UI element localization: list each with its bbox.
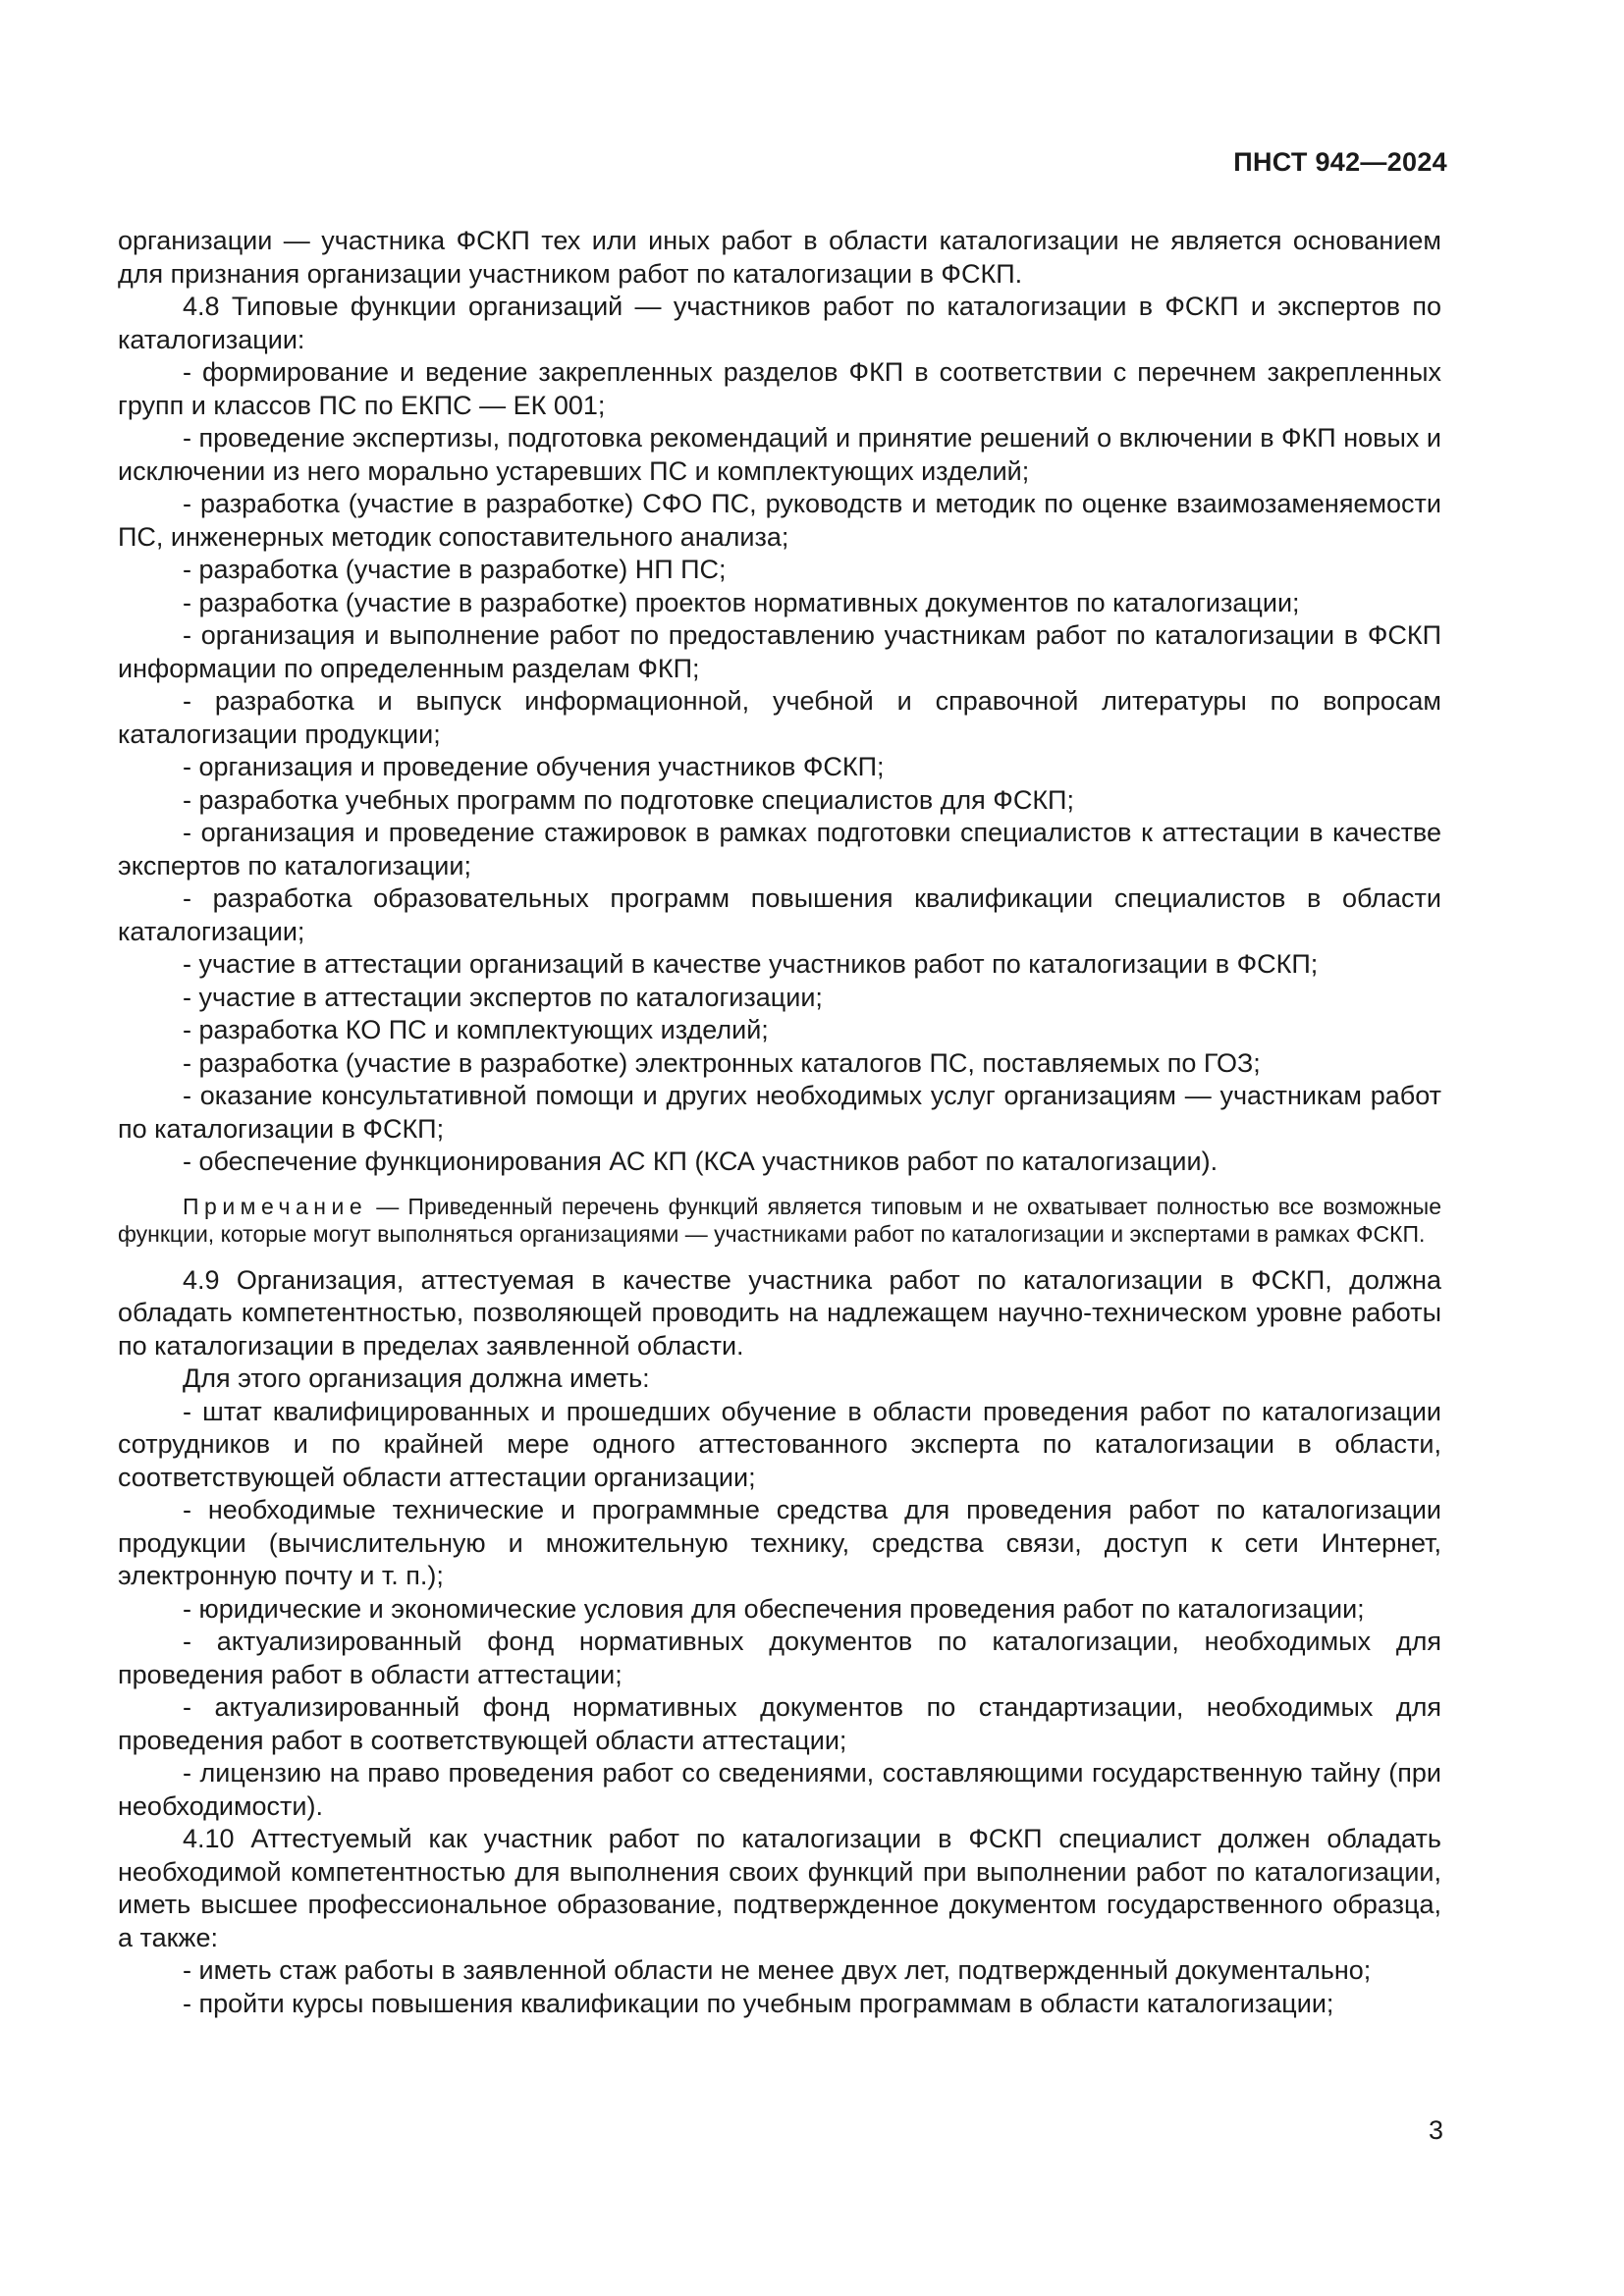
list-item: - разработка и выпуск информационной, учебной и справочной литературы по вопросам каталогизации продукции; bbox=[118, 686, 1441, 749]
list-item: - необходимые технические и программные средства для проведения работ по каталогизации продукции (вычислительную и множительную технику, средства связи, доступ к сети Интернет, электронную почту и т. п.); bbox=[118, 1495, 1441, 1590]
list-item: - формирование и ведение закрепленных разделов ФКП в соответствии с перечнем закрепленных групп и классов ПС по ЕКПС — ЕК 001; bbox=[118, 357, 1441, 420]
document-body bbox=[118, 225, 1441, 2020]
list-item: - организация и выполнение работ по предоставлению участникам работ по каталогизации в ФСКП информации по определенным разделам ФКП; bbox=[118, 620, 1441, 683]
list-item: - разработка (участие в разработке) электронных каталогов ПС, поставляемых по ГОЗ; bbox=[183, 1047, 1261, 1078]
list-item: - актуализированный фонд нормативных документов по стандартизации, необходимых для проведения работ в соответствующей области аттестации; bbox=[118, 1692, 1441, 1755]
list-item: - пройти курсы повышения квалификации по учебным программам в области каталогизации; bbox=[183, 1988, 1334, 2018]
document-number: ПНСТ 942—2024 bbox=[1233, 147, 1447, 177]
list-item: - юридические и экономические условия для обеспечения проведения работ по каталогизации; bbox=[183, 1593, 1365, 1624]
note-label: Примечание bbox=[183, 1193, 368, 1219]
list-item: - оказание консультативной помощи и других необходимых услуг организациям — участникам работ по каталогизации в ФСКП; bbox=[118, 1081, 1441, 1144]
paragraph: 4.8 Типовые функции организаций — участников работ по каталогизации в ФСКП и экспертов по каталогизации: bbox=[118, 292, 1441, 354]
list-item: - организация и проведение стажировок в рамках подготовки специалистов к аттестации в качестве экспертов по каталогизации; bbox=[118, 818, 1441, 881]
paragraph: 4.9 Организация, аттестуемая в качестве участника работ по каталогизации в ФСКП, должна обладать компетентностью, позволяющей проводить на надлежащем научно-техническом уровне работы по каталогизации в пределах заявленной области. bbox=[118, 1264, 1441, 1361]
list-item: - разработка учебных программ по подготовке специалистов для ФСКП; bbox=[183, 784, 1074, 815]
list-item: - участие в аттестации экспертов по каталогизации; bbox=[183, 982, 823, 1012]
paragraph: 4.10 Аттестуемый как участник работ по каталогизации в ФСКП специалист должен обладать необходимой компетентностью для выполнения своих функций при выполнении работ по каталогизации, иметь высшее профессиональное образование, подтвержденное документом государственного образца, а также: bbox=[118, 1824, 1441, 1952]
paragraph: Для этого организация должна иметь: bbox=[183, 1363, 650, 1393]
list-item: - иметь стаж работы в заявленной области не менее двух лет, подтвержденный документально; bbox=[183, 1955, 1372, 1985]
list-item: - актуализированный фонд нормативных документов по каталогизации, необходимых для проведения работ в области аттестации; bbox=[118, 1627, 1441, 1689]
list-item: - организация и проведение обучения участников ФСКП; bbox=[183, 752, 885, 781]
note bbox=[118, 1193, 1441, 1249]
page-number: 3 bbox=[1428, 2115, 1443, 2145]
list-item: - разработка (участие в разработке) СФО ПС, руководств и методик по оценке взаимозаменяемости ПС, инженерных методик сопоставительного анализа; bbox=[118, 489, 1441, 552]
list-item: - разработка КО ПС и комплектующих изделий; bbox=[183, 1015, 769, 1044]
list-item: - проведение экспертизы, подготовка рекомендаций и принятие решений о включении в ФКП новых и исключении из него морально устаревших ПС и комплектующих изделий; bbox=[118, 423, 1441, 486]
list-item: - лицензию на право проведения работ со сведениями, составляющими государственную тайну (при необходимости). bbox=[118, 1758, 1441, 1821]
list-item: - разработка (участие в разработке) НП ПС; bbox=[183, 555, 727, 584]
list-item: - разработка (участие в разработке) проектов нормативных документов по каталогизации; bbox=[183, 587, 1300, 617]
note-text: — Приведенный перечень функций является типовым и не охватывает полностью все возможные функции, которые могут выполняться организациями — участниками работ по каталогизации и экспертами в рамках ФСКП. bbox=[118, 1193, 1441, 1247]
list-item: - обеспечение функционирования АС КП (КСА участников работ по каталогизации). bbox=[183, 1147, 1218, 1176]
paragraph: организации — участника ФСКП тех или иных работ в области каталогизации не является основанием для признания организации участником работ по каталогизации в ФСКП. bbox=[118, 226, 1441, 289]
list-item: - разработка образовательных программ повышения квалификации специалистов в области каталогизации; bbox=[118, 883, 1441, 946]
list-item: - штат квалифицированных и прошедших обучение в области проведения работ по каталогизации сотрудников и по крайней мере одного аттестованного эксперта по каталогизации в области, соответствующей области аттестации организации; bbox=[118, 1396, 1441, 1492]
list-item: - участие в аттестации организаций в качестве участников работ по каталогизации в ФСКП; bbox=[183, 949, 1319, 979]
